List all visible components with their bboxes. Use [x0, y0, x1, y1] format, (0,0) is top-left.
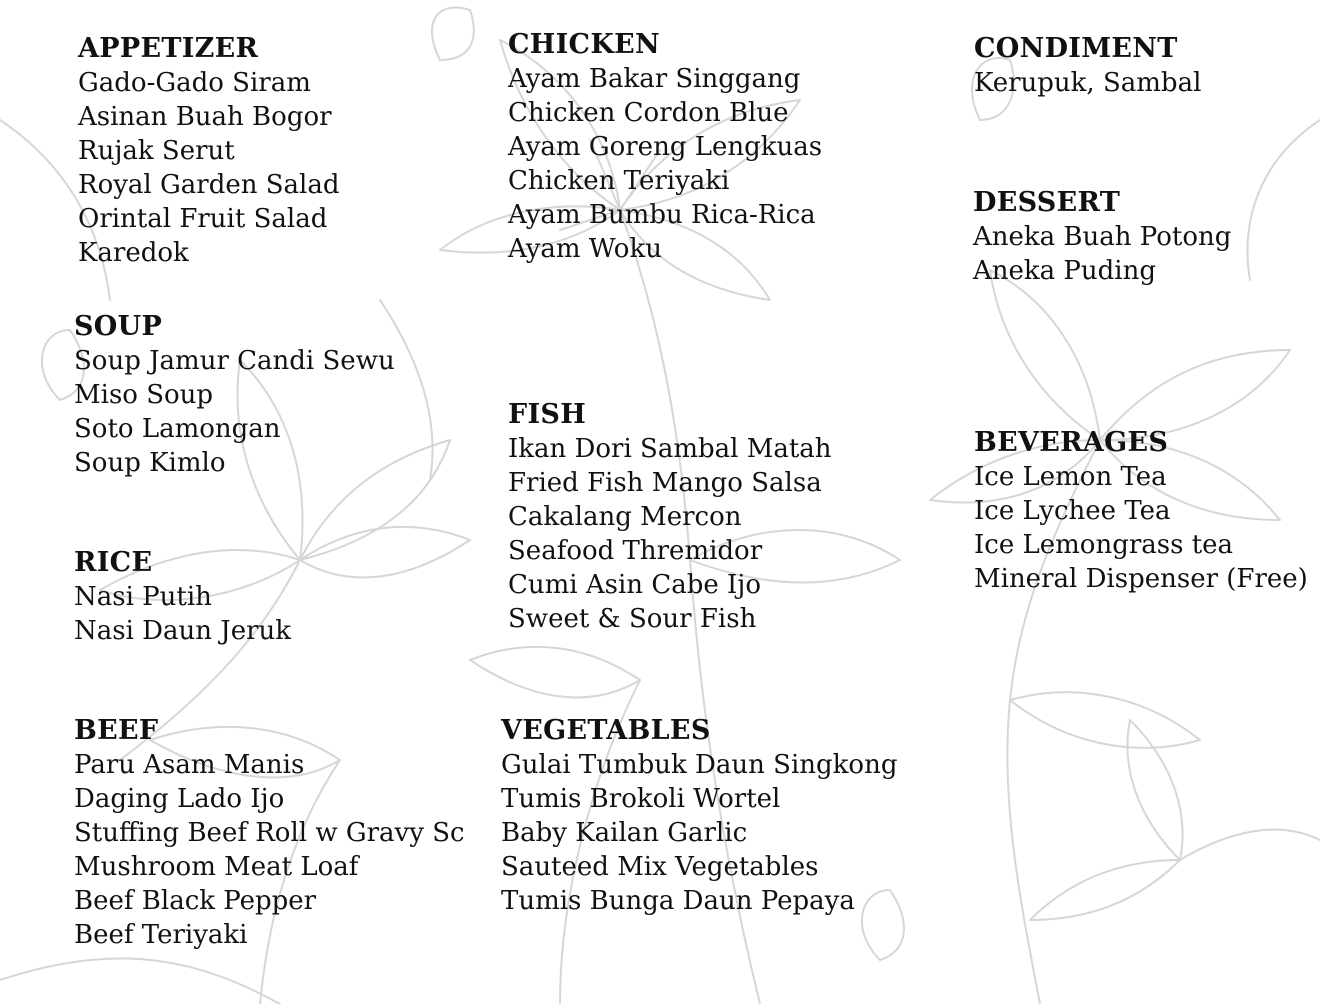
item-list [78, 66, 340, 270]
item-list [974, 460, 1308, 596]
menu-item: Ice Lychee Tea [974, 496, 1171, 526]
menu-item: Ayam Woku [508, 234, 662, 264]
menu-item: Orintal Fruit Salad [78, 204, 328, 234]
menu-item: Soup Kimlo [74, 448, 226, 478]
menu-item: Gado-Gado Siram [78, 68, 311, 98]
menu-item: Chicken Cordon Blue [508, 98, 789, 128]
section-beverages [974, 426, 1308, 596]
item-list [974, 66, 1201, 100]
menu-item: Ayam Bumbu Rica-Rica [508, 200, 816, 230]
section-beef [74, 714, 465, 952]
section-rice [74, 546, 291, 648]
menu-item: Sweet & Sour Fish [508, 604, 757, 634]
menu-item: Beef Teriyaki [74, 920, 248, 950]
menu-item: Tumis Bunga Daun Pepaya [501, 886, 855, 916]
menu-item: Aneka Buah Potong [973, 222, 1232, 252]
menu-item: Ice Lemongrass tea [974, 530, 1234, 560]
item-list [74, 580, 291, 648]
menu-item: Gulai Tumbuk Daun Singkong [501, 750, 898, 780]
section-vegetables [501, 714, 897, 918]
menu-item: Ice Lemon Tea [974, 462, 1167, 492]
menu-item: Soto Lamongan [74, 414, 281, 444]
menu-item: Tumis Brokoli Wortel [501, 784, 781, 814]
section-title: FISH [508, 399, 587, 430]
section-appetizer [78, 32, 340, 270]
menu-item: Nasi Putih [74, 582, 212, 612]
menu-item: Nasi Daun Jeruk [74, 616, 292, 646]
menu-item: Daging Lado Ijo [74, 784, 285, 814]
item-list [501, 748, 897, 918]
menu-item: Mushroom Meat Loaf [74, 852, 359, 882]
menu-item: Ikan Dori Sambal Matah [508, 434, 832, 464]
section-title: APPETIZER [78, 33, 259, 64]
menu-item: Aneka Puding [973, 256, 1157, 286]
section-title: VEGETABLES [501, 715, 711, 746]
menu-item: Stuffing Beef Roll w Gravy Sc [74, 818, 465, 848]
section-condiment [974, 32, 1201, 100]
section-chicken [508, 28, 822, 266]
section-title: CONDIMENT [974, 33, 1178, 64]
menu-item: Cumi Asin Cabe Ijo [508, 570, 761, 600]
menu-item: Rujak Serut [78, 136, 235, 166]
menu-item: Asinan Buah Bogor [78, 102, 332, 132]
menu-item: Ayam Goreng Lengkuas [508, 132, 823, 162]
section-fish [508, 398, 832, 636]
menu-item: Sauteed Mix Vegetables [501, 852, 819, 882]
section-title: CHICKEN [508, 29, 660, 60]
menu-item: Fried Fish Mango Salsa [508, 468, 822, 498]
section-dessert [973, 186, 1231, 288]
item-list [508, 62, 822, 266]
menu-item: Beef Black Pepper [74, 886, 317, 916]
item-list [973, 220, 1231, 288]
section-title: SOUP [74, 311, 163, 342]
menu-item: Mineral Dispenser (Free) [974, 564, 1308, 594]
menu-item: Baby Kailan Garlic [501, 818, 748, 848]
menu-item: Royal Garden Salad [78, 170, 340, 200]
section-title: DESSERT [973, 187, 1121, 218]
item-list [74, 344, 395, 480]
section-title: BEEF [74, 715, 159, 746]
item-list [508, 432, 832, 636]
menu-item: Paru Asam Manis [74, 750, 305, 780]
menu-item: Soup Jamur Candi Sewu [74, 346, 395, 376]
section-title: BEVERAGES [974, 427, 1169, 458]
menu-item: Cakalang Mercon [508, 502, 742, 532]
menu-item: Miso Soup [74, 380, 214, 410]
menu-item: Kerupuk, Sambal [974, 68, 1202, 98]
menu-item: Seafood Thremidor [508, 536, 763, 566]
section-soup [74, 310, 395, 480]
menu-item: Ayam Bakar Singgang [508, 64, 801, 94]
item-list [74, 748, 465, 952]
menu-item: Karedok [78, 238, 189, 268]
menu-item: Chicken Teriyaki [508, 166, 730, 196]
section-title: RICE [74, 547, 153, 578]
